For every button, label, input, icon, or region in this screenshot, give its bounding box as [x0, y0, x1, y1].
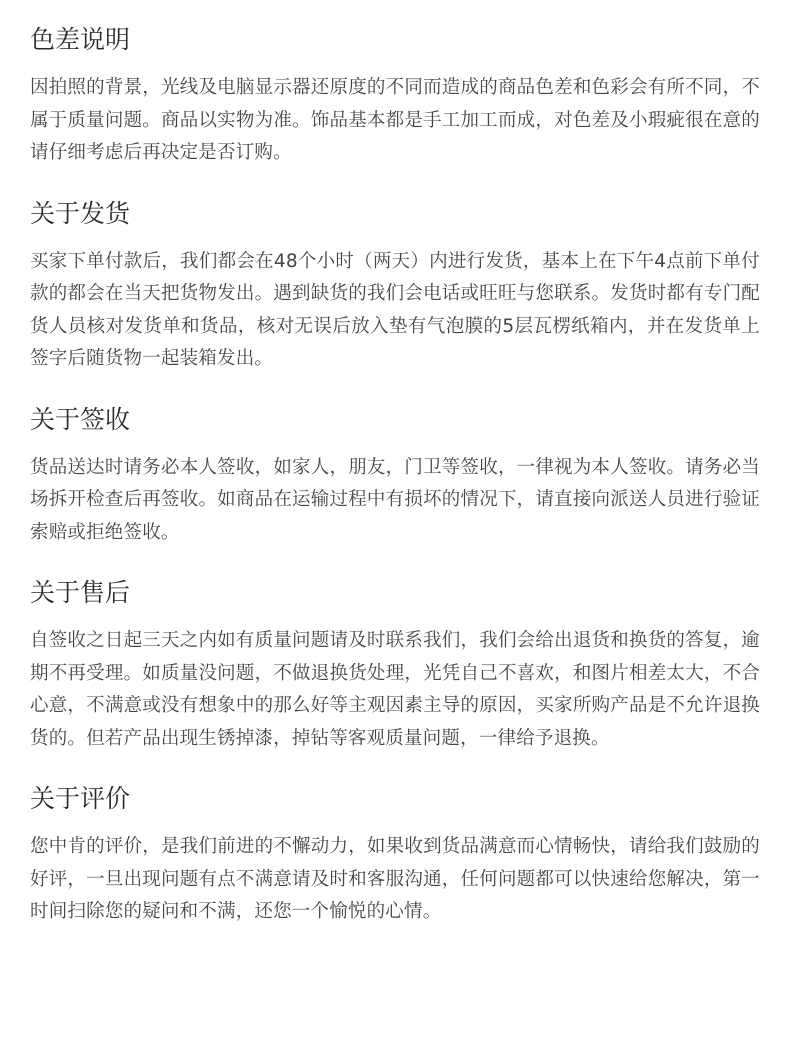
- section-title: 关于评价: [30, 784, 131, 813]
- section-reviews: [30, 777, 760, 929]
- section-title: 关于售后: [30, 578, 131, 607]
- section-body: 买家下单付款后，我们都会在48个小时（两天）内进行发货，基本上在下午4点前下单付款的都会在当天把货物发出。遇到缺货的我们会电话或旺旺与您联系。发货时都有专门配货人员核对发货单和货品，核对无误后放入垫有气泡膜的5层瓦楞纸箱内，并在发货单上签字后随货物一起装箱发出。: [30, 250, 760, 369]
- section-title: 关于签收: [30, 404, 131, 434]
- section-body: 因拍照的背景，光线及电脑显示器还原度的不同而造成的商品色差和色彩会有所不同，不属于质量问题。商品以实物为准。饰品基本都是手工加工而成，对色差及小瑕疵很在意的请仔细考虑后再决定是否订购。: [30, 77, 760, 163]
- section-title: 色差说明: [30, 25, 131, 54]
- section-color-difference: [30, 18, 760, 170]
- section-body: 货品送达时请务必本人签收，如家人，朋友，门卫等签收，一律视为本人签收。请务必当场拆开检查后再签收。如商品在运输过程中有损坏的情况下，请直接向派送人员进行验证索赔或拒绝签收。: [30, 456, 760, 543]
- section-receipt: [30, 398, 760, 550]
- section-body: 自签收之日起三天之内如有质量问题请及时联系我们，我们会给出退货和换货的答复，逾期不再受理。如质量没问题，不做退换货处理，光凭自己不喜欢，和图片相差太大，不合心意，不满意或没有想象中的那么好等主观因素主导的原因，买家所购产品是不允许退换货的。但若产品出现生锈掉漆，掉钻等客观质量问题，一律给予退换。: [30, 630, 760, 749]
- section-shipping: [30, 192, 760, 376]
- section-after-sales: [30, 571, 760, 755]
- section-title: 关于发货: [30, 198, 131, 228]
- section-body: 您中肯的评价，是我们前进的不懈动力，如果收到货品满意而心情畅快，请给我们鼓励的好评，一旦出现问题有点不满意请及时和客服沟通，任何问题都可以快速给您解决，第一时间扫除您的疑问和不满，还您一个愉悦的心情。: [30, 836, 760, 922]
